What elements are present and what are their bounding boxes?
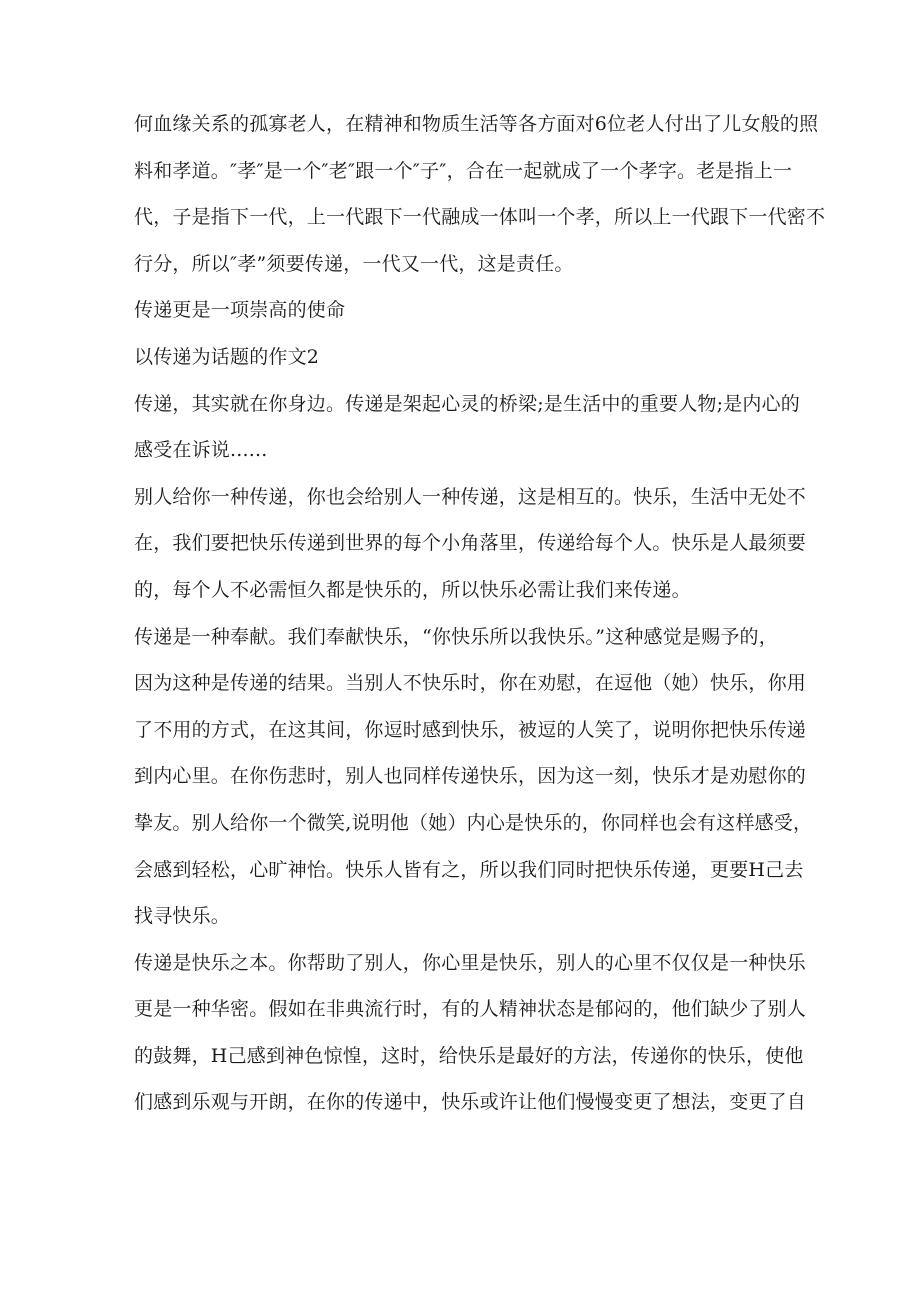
text-line: 料和孝道。″孝″是一个″老″跟一个″子″，合在一起就成了一个孝字。老是指上一: [134, 159, 793, 182]
essay-title: 以传递为话题的作文2: [134, 345, 320, 368]
text-line: 挚友。别人给你一个微笑,说明他（她）内心是快乐的，你同样也会有这样感受，: [134, 811, 813, 834]
text-line: 更是一种华密。假如在非典流行时，有的人精神状态是郁闷的，他们缺少了别人: [134, 998, 807, 1021]
text-line: 何血缘关系的孤寡老人，在精神和物质生活等各方面对6位老人付出了儿女般的照: [134, 113, 819, 135]
text-line: 找寻快乐。: [134, 905, 231, 928]
text-line: 传递是一种奉献。我们奉献快乐，“你快乐所以我快乐。”这种感觉是赐予的，: [134, 625, 778, 648]
text-line: 行分，所以″孝”须要传递，一代又一代，这是责任。: [134, 252, 574, 275]
section-heading: 传递更是一项崇高的使命: [134, 299, 346, 322]
text-line: 别人给你一种传递，你也会给别人一种传递，这是相互的。快乐，生活中无处不: [134, 485, 807, 508]
text-line: 感受在诉说......: [134, 439, 268, 462]
text-line: 因为这种是传递的结果。当别人不快乐时，你在劝慰，在逗他（她）快乐，你用: [134, 672, 807, 695]
text-line: 的，每个人不必需恒久都是快乐的，所以快乐必需让我们来传递。: [134, 578, 691, 601]
text-line: 传递是快乐之本。你帮助了别人，你心里是快乐，别人的心里不仅仅是一种快乐: [134, 951, 807, 974]
text-line: 们感到乐观与开朗，在你的传递中，快乐或许让他们慢慢变更了想法，变更了自: [134, 1091, 807, 1114]
text-line: 的鼓舞，H己感到神色惊惶，这时，给快乐是最好的方法，传递你的快乐，使他: [134, 1044, 804, 1067]
text-line: 代，子是指下一代，上一代跟下一代融成一体叫一个孝，所以上一代跟下一代密不: [134, 206, 826, 229]
text-line: 在，我们要把快乐传递到世界的每个小角落里，传递给每个人。快乐是人最须要: [134, 532, 807, 555]
text-line: 会感到轻松，心旷神怡。快乐人皆有之，所以我们同时把快乐传递，更要H己去: [134, 858, 804, 881]
text-line: 了不用的方式，在这其间，你逗时感到快乐，被逗的人笑了，说明你把快乐传递: [134, 718, 807, 741]
text-line: 传递，其实就在你身边。传递是架起心灵的桥梁;是生活中的重要人物;是内心的: [134, 392, 801, 415]
text-line: 到内心里。在你伤悲时，别人也同样传递快乐，因为这一刻，快乐才是劝慰你的: [134, 765, 807, 788]
document-body: [134, 112, 826, 1137]
